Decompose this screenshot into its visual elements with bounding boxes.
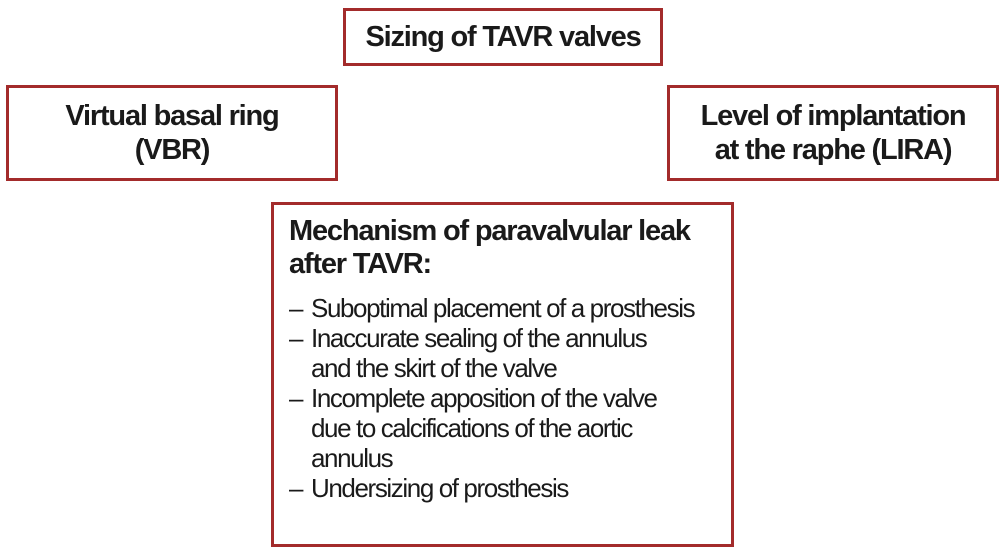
- heading-line: Mechanism of paravalvular leak: [289, 215, 690, 247]
- title-text: Sizing of TAVR valves: [365, 20, 641, 53]
- dash-bullet: –: [289, 323, 303, 353]
- list-item-line: Suboptimal placement of a prosthesis: [311, 293, 695, 323]
- list-item-line: Incomplete apposition of the valve: [311, 383, 657, 413]
- list-item: [289, 383, 721, 473]
- dash-bullet: –: [289, 383, 303, 413]
- list-item-line: and the skirt of the valve: [311, 353, 557, 383]
- lira-line: at the raphe (LIRA): [714, 134, 952, 166]
- paravalvular-leak-box: [271, 202, 734, 547]
- list-item-line: due to calcifications of the aortic: [311, 413, 632, 443]
- list-item-line: Inaccurate sealing of the annulus: [311, 323, 647, 353]
- vbr-line: Virtual basal ring: [65, 100, 279, 132]
- lira-box: [667, 85, 999, 181]
- list-item: [289, 323, 721, 383]
- heading-line: after TAVR:: [289, 248, 432, 280]
- list-item: [289, 293, 721, 323]
- list-item-line: Undersizing of prosthesis: [311, 473, 568, 503]
- title-box: [343, 8, 663, 66]
- mechanism-list: [289, 293, 721, 503]
- list-item-line: annulus: [311, 443, 393, 473]
- list-item: [289, 473, 721, 503]
- dash-bullet: –: [289, 473, 303, 503]
- vbr-box: [6, 85, 338, 181]
- vbr-line: (VBR): [134, 134, 210, 166]
- lira-line: Level of implantation: [700, 100, 966, 132]
- vbr-text: [65, 99, 278, 167]
- paravalvular-leak-heading: [289, 215, 721, 281]
- dash-bullet: –: [289, 293, 303, 323]
- lira-text: [701, 99, 966, 167]
